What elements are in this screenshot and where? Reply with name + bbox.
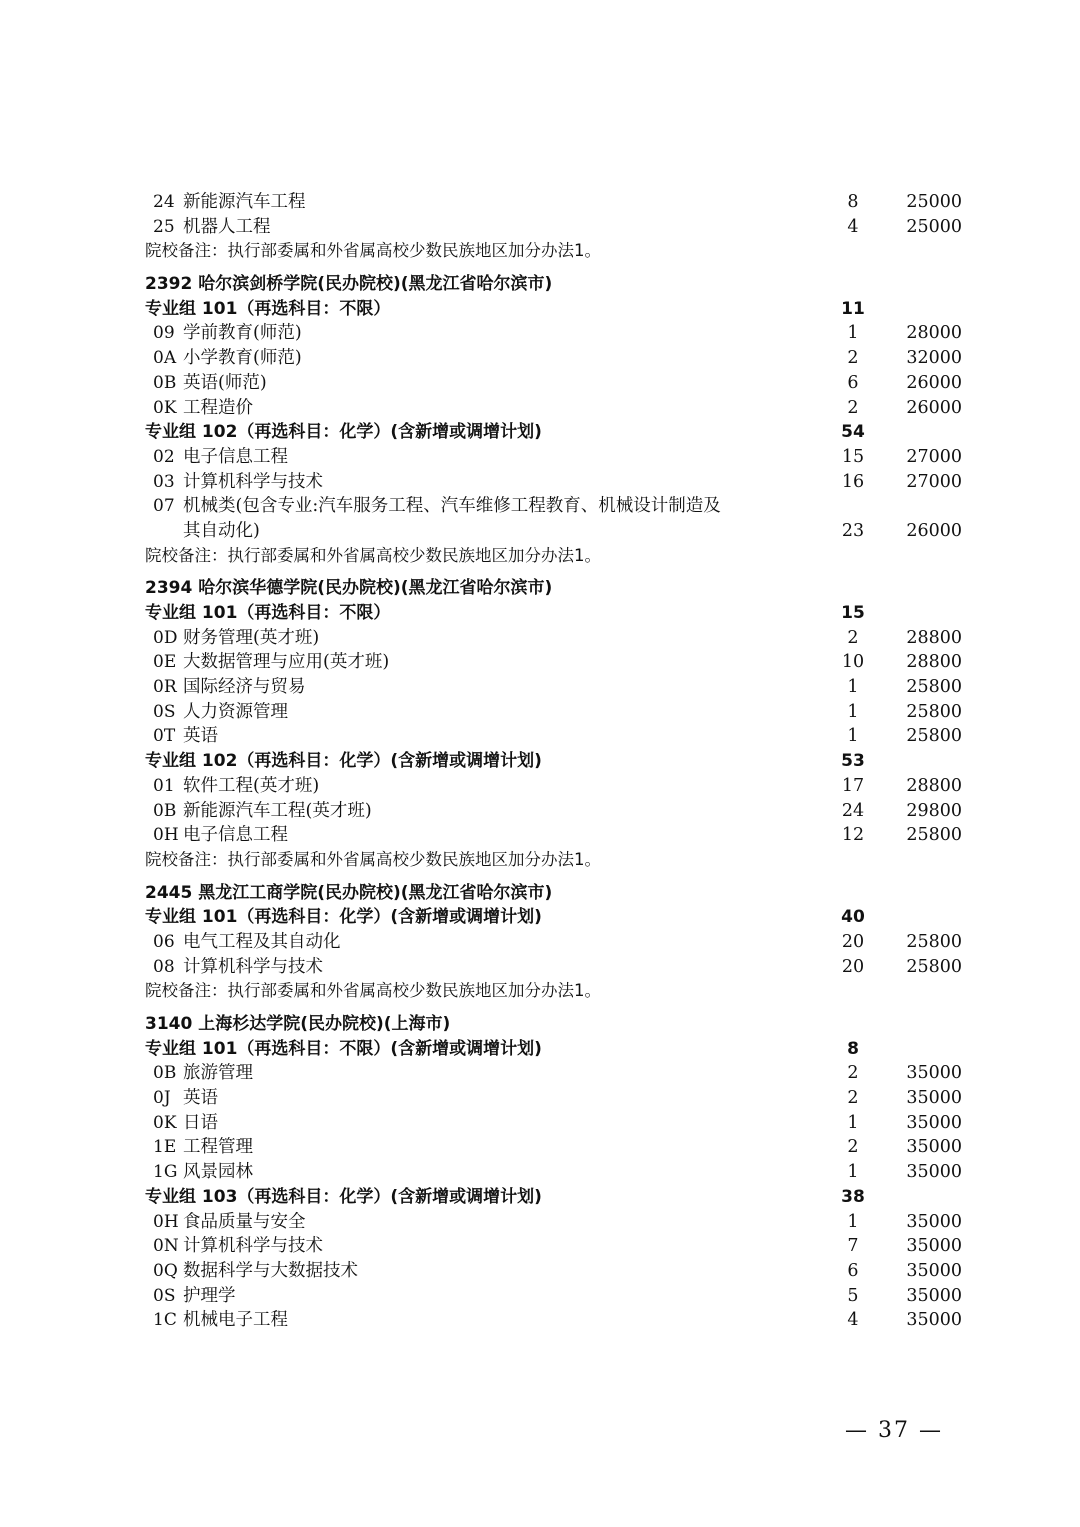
school-note bbox=[145, 239, 965, 264]
major-group-count: 54 bbox=[841, 422, 865, 443]
major-row bbox=[145, 823, 965, 848]
major-code: 06 bbox=[153, 931, 175, 952]
major-group-count: 8 bbox=[847, 1038, 859, 1059]
major-fee: 35000 bbox=[906, 1112, 962, 1133]
major-row bbox=[145, 700, 965, 725]
major-name: 风景园林 bbox=[183, 1162, 253, 1183]
school-header bbox=[145, 272, 965, 297]
major-fee: 35000 bbox=[906, 1211, 962, 1232]
major-row bbox=[145, 955, 965, 980]
major-row bbox=[145, 1135, 965, 1160]
major-count: 7 bbox=[847, 1236, 859, 1257]
major-name: 人力资源管理 bbox=[183, 701, 288, 722]
major-name-continued: 其自动化) bbox=[183, 520, 260, 541]
major-name: 计算机科学与技术 bbox=[183, 471, 323, 492]
major-fee: 35000 bbox=[906, 1162, 962, 1183]
major-count: 1 bbox=[847, 701, 859, 722]
major-count: 2 bbox=[847, 397, 859, 418]
major-fee: 25800 bbox=[906, 677, 962, 698]
major-fee: 25800 bbox=[906, 825, 962, 846]
major-group-count: 53 bbox=[841, 751, 865, 772]
major-name: 旅游管理 bbox=[183, 1063, 253, 1084]
major-group-header bbox=[145, 749, 965, 774]
major-row bbox=[145, 1308, 965, 1333]
major-group-title: 专业组 101（再选科目：不限）(含新增或调增计划) bbox=[145, 1038, 542, 1059]
major-group-header bbox=[145, 601, 965, 626]
major-code: 1E bbox=[153, 1137, 177, 1158]
major-count: 16 bbox=[841, 471, 865, 492]
major-name: 小学教育(师范) bbox=[183, 348, 302, 369]
major-group-count: 40 bbox=[841, 907, 865, 928]
major-code: 0R bbox=[153, 677, 177, 698]
major-code: 24 bbox=[153, 192, 175, 212]
major-name: 国际经济与贸易 bbox=[183, 677, 306, 698]
major-fee: 27000 bbox=[906, 471, 962, 492]
school-note-text: 院校备注：执行部委属和外省属高校少数民族地区加分办法1。 bbox=[145, 545, 601, 565]
major-code: 0H bbox=[153, 1211, 179, 1232]
major-group-header bbox=[145, 905, 965, 930]
school-title: 2392 哈尔滨剑桥学院(民办院校)(黑龙江省哈尔滨市) bbox=[145, 274, 553, 295]
major-row bbox=[145, 1210, 965, 1235]
school-note-text: 院校备注：执行部委属和外省属高校少数民族地区加分办法1。 bbox=[145, 849, 601, 869]
major-code: 09 bbox=[153, 323, 175, 344]
major-fee: 29800 bbox=[906, 800, 962, 821]
major-name: 新能源汽车工程 bbox=[183, 192, 306, 212]
major-group-title: 专业组 101（再选科目：不限） bbox=[145, 603, 391, 624]
major-count: 8 bbox=[847, 192, 859, 212]
major-name: 新能源汽车工程(英才班) bbox=[183, 800, 372, 821]
major-name: 机械类(包含专业:汽车服务工程、汽车维修工程教育、机械设计制造及 bbox=[183, 496, 721, 517]
major-code: 0S bbox=[153, 701, 176, 722]
major-name: 工程管理 bbox=[183, 1137, 253, 1158]
major-code: 0A bbox=[153, 348, 177, 369]
major-code: 07 bbox=[153, 496, 175, 517]
major-name: 学前教育(师范) bbox=[183, 323, 302, 344]
major-name: 软件工程(英才班) bbox=[183, 775, 320, 796]
major-code: 0H bbox=[153, 825, 179, 846]
school-header bbox=[145, 881, 965, 906]
major-row bbox=[145, 445, 965, 470]
major-fee: 26000 bbox=[906, 397, 962, 418]
school-note bbox=[145, 544, 965, 569]
major-count: 1 bbox=[847, 323, 859, 344]
major-group-title: 专业组 102（再选科目：化学）(含新增或调增计划) bbox=[145, 422, 542, 443]
major-count: 2 bbox=[847, 1137, 859, 1158]
school-note bbox=[145, 979, 965, 1004]
major-name: 护理学 bbox=[183, 1285, 236, 1306]
major-name: 电子信息工程 bbox=[183, 825, 288, 846]
major-code: 01 bbox=[153, 775, 175, 796]
school-title: 2394 哈尔滨华德学院(民办院校)(黑龙江省哈尔滨市) bbox=[145, 578, 553, 599]
major-name: 机器人工程 bbox=[183, 216, 271, 237]
major-fee: 25800 bbox=[906, 956, 962, 977]
major-row bbox=[145, 724, 965, 749]
major-code: 08 bbox=[153, 956, 175, 977]
major-row bbox=[145, 1086, 965, 1111]
major-row bbox=[145, 1061, 965, 1086]
major-code: 0B bbox=[153, 800, 177, 821]
major-fee: 26000 bbox=[906, 520, 962, 541]
major-fee: 26000 bbox=[906, 372, 962, 393]
major-group-header bbox=[145, 1037, 965, 1062]
school-title: 2445 黑龙江工商学院(民办院校)(黑龙江省哈尔滨市) bbox=[145, 882, 553, 903]
major-count: 1 bbox=[847, 726, 859, 747]
major-name: 计算机科学与技术 bbox=[183, 956, 323, 977]
major-code: 0N bbox=[153, 1236, 179, 1257]
major-count: 17 bbox=[841, 775, 865, 796]
major-count: 2 bbox=[847, 627, 859, 648]
major-name: 电子信息工程 bbox=[183, 446, 288, 467]
major-row bbox=[145, 675, 965, 700]
major-fee: 27000 bbox=[906, 446, 962, 467]
major-name: 工程造价 bbox=[183, 397, 253, 418]
school-note bbox=[145, 848, 965, 873]
major-row bbox=[145, 190, 965, 215]
major-code: 1G bbox=[153, 1162, 178, 1183]
major-group-header bbox=[145, 1185, 965, 1210]
major-code: 0J bbox=[153, 1088, 171, 1109]
major-group-count: 11 bbox=[841, 298, 865, 319]
major-code: 0B bbox=[153, 372, 177, 393]
major-row bbox=[145, 930, 965, 955]
major-code: 1C bbox=[153, 1310, 177, 1331]
major-count: 20 bbox=[841, 931, 865, 952]
major-fee: 25800 bbox=[906, 931, 962, 952]
enrollment-plan-list bbox=[145, 190, 965, 1333]
major-code: 0K bbox=[153, 1112, 177, 1133]
major-row bbox=[145, 470, 965, 495]
major-fee: 35000 bbox=[906, 1137, 962, 1158]
major-code: 0D bbox=[153, 627, 178, 648]
major-row bbox=[145, 1259, 965, 1284]
major-name: 财务管理(英才班) bbox=[183, 627, 320, 648]
major-count: 6 bbox=[847, 1260, 859, 1281]
major-group-title: 专业组 103（再选科目：化学）(含新增或调增计划) bbox=[145, 1186, 542, 1207]
major-fee: 35000 bbox=[906, 1088, 962, 1109]
major-count: 6 bbox=[847, 372, 859, 393]
major-row bbox=[145, 215, 965, 240]
page-number: — 37 — bbox=[845, 1418, 943, 1443]
major-group-title: 专业组 101（再选科目：不限） bbox=[145, 298, 391, 319]
major-fee: 35000 bbox=[906, 1260, 962, 1281]
major-name: 英语(师范) bbox=[183, 372, 267, 393]
major-fee: 32000 bbox=[906, 348, 962, 369]
major-count: 1 bbox=[847, 1162, 859, 1183]
major-count: 10 bbox=[841, 652, 865, 673]
major-code: 0K bbox=[153, 397, 177, 418]
major-count: 4 bbox=[847, 1310, 859, 1331]
major-group-header bbox=[145, 297, 965, 322]
major-name: 电气工程及其自动化 bbox=[183, 931, 341, 952]
major-fee: 25000 bbox=[906, 216, 962, 237]
major-count: 1 bbox=[847, 1112, 859, 1133]
major-count: 1 bbox=[847, 677, 859, 698]
major-fee: 28800 bbox=[906, 775, 962, 796]
major-code: 0E bbox=[153, 652, 177, 673]
major-count: 12 bbox=[841, 825, 865, 846]
major-row bbox=[145, 321, 965, 346]
school-note-text: 院校备注：执行部委属和外省属高校少数民族地区加分办法1。 bbox=[145, 981, 601, 1001]
major-name: 计算机科学与技术 bbox=[183, 1236, 323, 1257]
major-row bbox=[145, 1234, 965, 1259]
major-count: 2 bbox=[847, 1063, 859, 1084]
major-row bbox=[145, 396, 965, 421]
major-code: 0Q bbox=[153, 1260, 178, 1281]
major-fee: 25800 bbox=[906, 726, 962, 747]
major-code: 25 bbox=[153, 216, 175, 237]
major-fee: 28800 bbox=[906, 652, 962, 673]
major-name: 食品质量与安全 bbox=[183, 1211, 306, 1232]
major-fee: 35000 bbox=[906, 1310, 962, 1331]
major-fee: 35000 bbox=[906, 1063, 962, 1084]
major-row bbox=[145, 799, 965, 824]
major-code: 0B bbox=[153, 1063, 177, 1084]
major-name: 机械电子工程 bbox=[183, 1310, 288, 1331]
major-row bbox=[145, 494, 965, 543]
major-fee: 28000 bbox=[906, 323, 962, 344]
major-name: 大数据管理与应用(英才班) bbox=[183, 652, 390, 673]
major-code: 0T bbox=[153, 726, 176, 747]
major-count: 5 bbox=[847, 1285, 859, 1306]
major-name: 日语 bbox=[183, 1112, 218, 1133]
major-count: 2 bbox=[847, 348, 859, 369]
major-count: 23 bbox=[841, 520, 865, 541]
major-group-count: 38 bbox=[841, 1186, 865, 1207]
major-row bbox=[145, 650, 965, 675]
major-group-title: 专业组 102（再选科目：化学）(含新增或调增计划) bbox=[145, 751, 542, 772]
major-code: 03 bbox=[153, 471, 175, 492]
major-fee: 35000 bbox=[906, 1285, 962, 1306]
major-count: 15 bbox=[841, 446, 865, 467]
major-fee: 25000 bbox=[906, 192, 962, 212]
major-row bbox=[145, 626, 965, 651]
major-row bbox=[145, 1160, 965, 1185]
major-row bbox=[145, 774, 965, 799]
major-group-title: 专业组 101（再选科目：化学）(含新增或调增计划) bbox=[145, 907, 542, 928]
major-count: 1 bbox=[847, 1211, 859, 1232]
school-header bbox=[145, 1012, 965, 1037]
major-name: 英语 bbox=[183, 726, 218, 747]
major-row bbox=[145, 1284, 965, 1309]
major-code: 02 bbox=[153, 446, 175, 467]
major-count: 24 bbox=[841, 800, 865, 821]
major-fee: 28800 bbox=[906, 627, 962, 648]
school-header bbox=[145, 576, 965, 601]
major-count: 20 bbox=[841, 956, 865, 977]
major-row bbox=[145, 1111, 965, 1136]
major-name: 英语 bbox=[183, 1088, 218, 1109]
school-note-text: 院校备注：执行部委属和外省属高校少数民族地区加分办法1。 bbox=[145, 241, 601, 261]
school-title: 3140 上海杉达学院(民办院校)(上海市) bbox=[145, 1014, 451, 1035]
major-group-header bbox=[145, 420, 965, 445]
major-count: 2 bbox=[847, 1088, 859, 1109]
major-group-count: 15 bbox=[841, 603, 865, 624]
major-row bbox=[145, 371, 965, 396]
major-fee: 35000 bbox=[906, 1236, 962, 1257]
major-code: 0S bbox=[153, 1285, 176, 1306]
major-count: 4 bbox=[847, 216, 859, 237]
major-row bbox=[145, 346, 965, 371]
major-name: 数据科学与大数据技术 bbox=[183, 1260, 358, 1281]
major-fee: 25800 bbox=[906, 701, 962, 722]
